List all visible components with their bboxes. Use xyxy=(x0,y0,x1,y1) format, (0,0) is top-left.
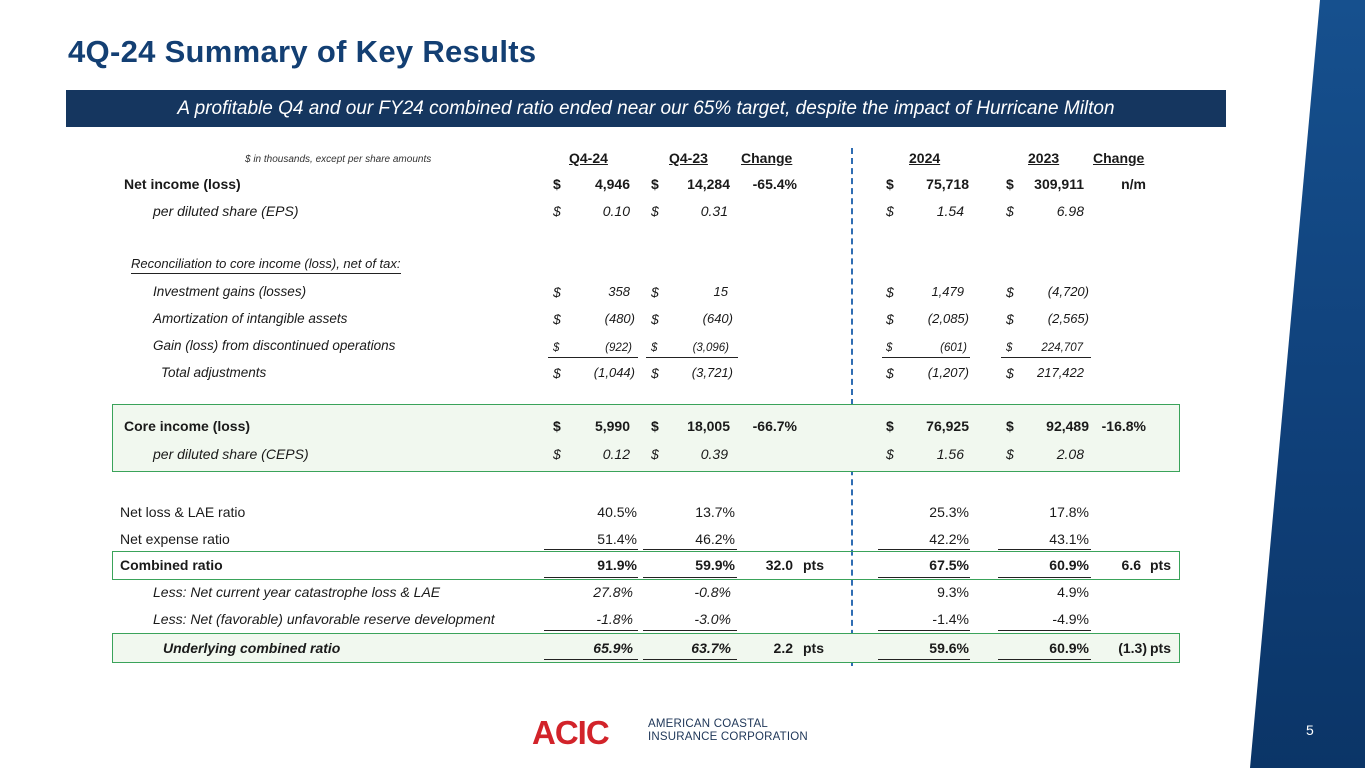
dollar-sign: $ xyxy=(886,311,894,327)
dollar-sign: $ xyxy=(1006,342,1013,354)
dollar-sign: $ xyxy=(1006,365,1014,381)
reconciliation-label: Reconciliation to core income (loss), net of tax: xyxy=(131,255,401,274)
acic-logo xyxy=(532,716,632,753)
dollar-sign: $ xyxy=(886,446,894,462)
total-underline xyxy=(878,659,970,660)
page-number: 5 xyxy=(1306,722,1314,738)
svg-text:ACIC: ACIC xyxy=(532,716,609,748)
company-name: AMERICAN COASTAL INSURANCE CORPORATION xyxy=(648,718,808,743)
dollar-sign: $ xyxy=(553,203,561,219)
subtotal-underline xyxy=(643,549,737,550)
dollar-sign: $ xyxy=(553,284,561,300)
subtotal-underline xyxy=(646,357,738,358)
units-note: $ in thousands, except per share amounts xyxy=(245,154,432,165)
key-results-table: $ in thousands, except per share amounts Q4-24 Q4-23 Change 2024 2023 Change Net income (loss) $ 4,946 $ 14,284 -65.4% $ 75,718 $ 309,911 n/m per diluted share (EPS) $ 0.10 $ 0.31 $ 1.54 $ 6.98 Reconciliation to core income (loss), net of tax: Investment gains (losses) $ 358 $ 15 $ 1,479 $ (4,720) Amortization of intangible assets $ (480) $ (640) $ (2,085) $ (2,565) Gain (loss) from discontinued operations $ (922) $ (3,096) $ (601) $ 224,707 Total adjustments $ (1,044) $ (3,721) $ (1,207) $ 217,422 Core income (loss) $ 5,990 $ 18,005 -66.7% $ 76,925 $ 92,489 -16.8% per diluted share (CEPS) $ 0.12 $ 0.39 $ 1.56 $ 2.08 Net loss & LAE ratio 40.5% 13.7% 25.3% 17.8% Net expense ratio 51.4% 46.2% 42.2% 43.1% Combined ratio 91.9% 59.9% 32.0 pts 67.5% 60.9% 6.6 pts Less: Net current year catastrophe loss & LAE 27.8% -0.8% 9.3% 4.9% Less: Net (favorable) unfavorable reserve development -1.8% -3.0% -1.4% -4.9% Underlying combined ratio 65.9% 63.7% 2.2 pts 59.6% 60.9% (1.3) pts xyxy=(0,0,1250,700)
dollar-sign: $ xyxy=(886,365,894,381)
header-change-quarter: Change xyxy=(741,150,793,166)
dollar-sign: $ xyxy=(1006,203,1014,219)
dollar-sign: $ xyxy=(651,203,659,219)
side-decorative-band xyxy=(1250,0,1365,768)
dollar-sign: $ xyxy=(553,418,561,434)
subtotal-underline xyxy=(643,630,737,631)
dollar-sign: $ xyxy=(651,365,659,381)
dollar-sign: $ xyxy=(553,365,561,381)
pts-unit: pts xyxy=(1150,640,1171,656)
acic-logo-mark xyxy=(532,716,632,748)
total-underline xyxy=(643,577,737,578)
total-underline xyxy=(643,659,737,660)
subtotal-underline xyxy=(998,549,1091,550)
header-change-year: Change xyxy=(1093,150,1145,166)
header-q423: Q4-23 xyxy=(669,150,708,166)
dollar-sign: $ xyxy=(651,342,658,354)
dollar-sign: $ xyxy=(886,342,893,354)
dollar-sign: $ xyxy=(1006,311,1014,327)
dollar-sign: $ xyxy=(553,342,560,354)
total-underline xyxy=(998,659,1091,660)
dollar-sign: $ xyxy=(651,311,659,327)
total-underline xyxy=(544,577,638,578)
dollar-sign: $ xyxy=(886,203,894,219)
total-underline xyxy=(544,659,638,660)
dollar-sign: $ xyxy=(1006,418,1014,434)
combined-ratio-highlight xyxy=(112,551,1180,580)
header-2024: 2024 xyxy=(909,150,941,166)
dollar-sign: $ xyxy=(1006,446,1014,462)
subtotal-underline xyxy=(998,630,1091,631)
dollar-sign: $ xyxy=(886,284,894,300)
subtotal-underline xyxy=(882,357,970,358)
dollar-sign: $ xyxy=(651,176,659,192)
dollar-sign: $ xyxy=(886,176,894,192)
dollar-sign: $ xyxy=(553,311,561,327)
subtotal-underline xyxy=(878,630,970,631)
dollar-sign: $ xyxy=(1006,284,1014,300)
dollar-sign: $ xyxy=(651,284,659,300)
dollar-sign: $ xyxy=(553,176,561,192)
pts-unit: pts xyxy=(1150,557,1171,573)
dollar-sign: $ xyxy=(886,418,894,434)
total-underline xyxy=(998,577,1091,578)
subtotal-underline xyxy=(1001,357,1091,358)
header-q424: Q4-24 xyxy=(569,150,608,166)
subtotal-underline xyxy=(544,630,638,631)
subtotal-underline xyxy=(544,549,638,550)
header-2023: 2023 xyxy=(1028,150,1060,166)
summary-banner: A profitable Q4 and our FY24 combined ratio ended near our 65% target, despite the impact of Hurricane Milton xyxy=(66,90,1226,127)
dollar-sign: $ xyxy=(651,418,659,434)
dollar-sign: $ xyxy=(553,446,561,462)
total-underline xyxy=(878,577,970,578)
subtotal-underline xyxy=(878,549,970,550)
subtotal-underline xyxy=(548,357,638,358)
page-title: 4Q-24 Summary of Key Results xyxy=(68,34,537,69)
pts-unit: pts xyxy=(803,557,824,573)
dollar-sign: $ xyxy=(1006,176,1014,192)
dollar-sign: $ xyxy=(651,446,659,462)
pts-unit: pts xyxy=(803,640,824,656)
